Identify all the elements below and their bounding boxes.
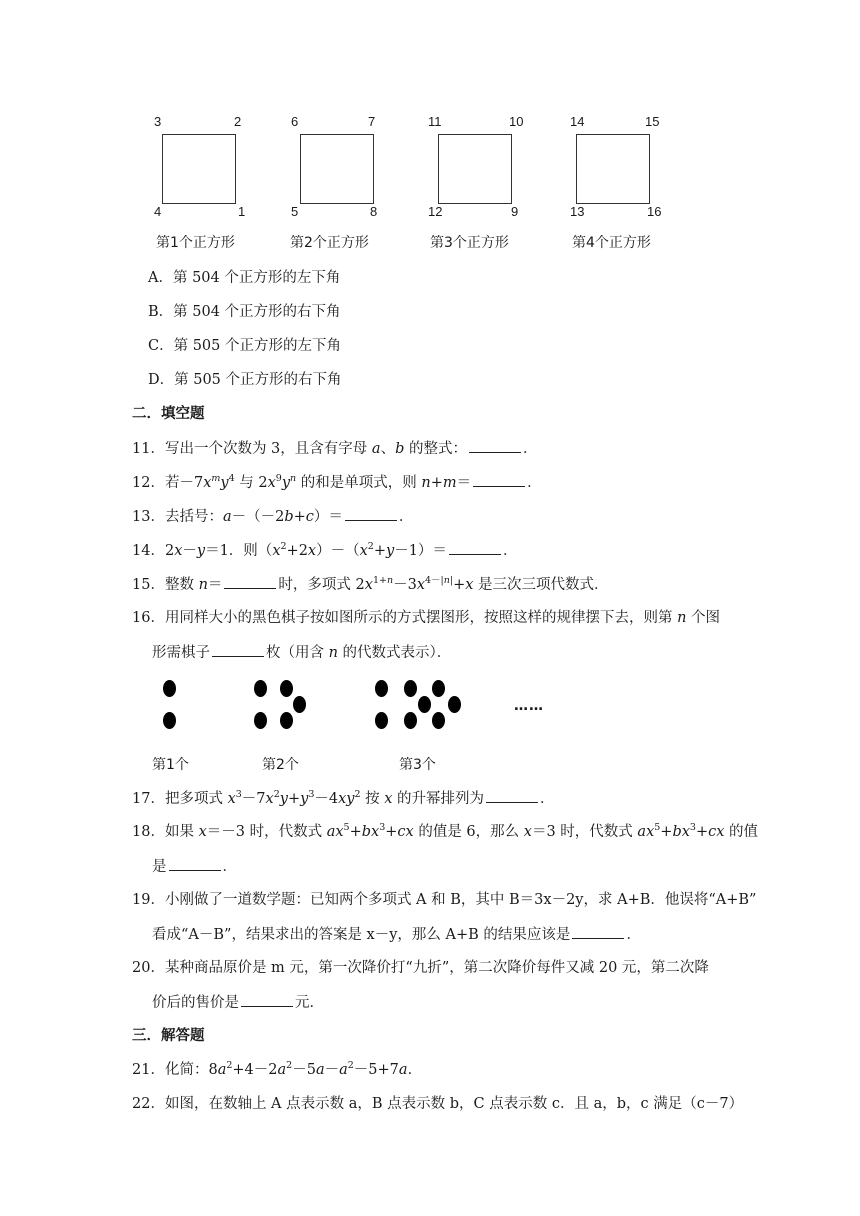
square-4-corner-bl: 13 xyxy=(570,204,585,219)
answer-blank xyxy=(473,472,525,487)
piece-dot xyxy=(293,696,306,713)
section-solve-heading: 三．解答题 xyxy=(132,1028,205,1044)
answer-blank xyxy=(486,788,538,803)
question-20-line-1: 20．某种商品原价是 m 元，第一次降价打“九折”，第二次降价每件又减 20 元，第二次降 xyxy=(132,960,709,976)
dots-caption-3: 第3个 xyxy=(399,757,436,773)
question-11: 11．写出一个次数为 3，且含有字母 a、b 的整式： ． xyxy=(132,438,537,459)
piece-dot xyxy=(280,680,293,697)
square-1-corner-tl: 3 xyxy=(154,114,162,129)
question-17: 17．把多项式 $x^3-7x^2y+y^3-4xy^2$ 按 x 的升幂排列为 ． xyxy=(132,789,555,807)
square-2 xyxy=(300,134,374,204)
answer-blank xyxy=(572,924,624,939)
piece-dot xyxy=(280,712,293,729)
dots-caption-1: 第1个 xyxy=(152,757,189,773)
square-2-corner-bl: 5 xyxy=(291,204,299,219)
piece-dot xyxy=(254,712,267,729)
square-3-corner-bl: 12 xyxy=(428,204,443,219)
question-15: 15．整数 n＝ 时，多项式 $2x^{1+n}-3x^{4-|n|}+x$ 是三次三项代数式． xyxy=(132,575,609,593)
ellipsis: …… xyxy=(514,698,544,714)
square-3-corner-tl: 11 xyxy=(428,114,442,129)
square-4-corner-tr: 15 xyxy=(645,114,660,129)
piece-dot xyxy=(375,680,388,697)
square-2-caption: 第2个正方形 xyxy=(290,235,369,251)
square-3-corner-br: 9 xyxy=(511,204,519,219)
square-2-corner-tl: 6 xyxy=(291,114,299,129)
answer-blank xyxy=(224,574,276,589)
piece-dot xyxy=(418,696,431,713)
answer-blank xyxy=(212,642,264,657)
piece-dot xyxy=(448,696,461,713)
option-d: D．第 505 个正方形的右下角 xyxy=(148,372,342,388)
option-a: A．第 504 个正方形的左下角 xyxy=(148,270,341,286)
question-19-line-1: 19．小刚做了一道数学题：已知两个多项式 A 和 B，其中 B＝3x－2y，求 A+B．他误将“A+B” xyxy=(132,892,757,908)
squares-figure xyxy=(148,112,688,252)
dots-caption-2: 第2个 xyxy=(262,757,299,773)
square-1-corner-tr: 2 xyxy=(234,114,242,129)
answer-blank xyxy=(449,540,501,555)
square-2-corner-tr: 7 xyxy=(368,114,376,129)
question-18-line-2: 是 ． xyxy=(152,856,237,877)
square-1 xyxy=(162,134,236,204)
piece-dot xyxy=(404,680,417,697)
question-12: 12．若$-7x^my^4$ 与 $2x^9y^n$ 的和是单项式，则 n+m＝ ． xyxy=(132,473,542,491)
square-1-caption: 第1个正方形 xyxy=(156,235,235,251)
square-3-caption: 第3个正方形 xyxy=(430,235,509,251)
option-c: C．第 505 个正方形的左下角 xyxy=(148,338,341,354)
question-21: 21．化简：$8a^2+4-2a^2-5a-a^2-5+7a$． xyxy=(132,1060,423,1078)
question-13: 13．去括号：a－（－2b+c）＝ ． xyxy=(132,506,413,527)
piece-dot xyxy=(404,712,417,729)
piece-dot xyxy=(432,680,445,697)
option-b: B．第 504 个正方形的右下角 xyxy=(148,304,341,320)
question-19-line-2: 看成“A－B”，结果求出的答案是 x－y，那么 A+B 的结果应该是 ． xyxy=(152,924,641,945)
piece-dot xyxy=(254,680,267,697)
square-4-corner-tl: 14 xyxy=(570,114,585,129)
section-fill-in-heading: 二．填空题 xyxy=(132,406,205,422)
square-4 xyxy=(576,134,650,204)
square-3-corner-tr: 10 xyxy=(509,114,524,129)
square-4-corner-br: 16 xyxy=(647,204,662,219)
question-18-line-1: 18．如果 x＝－3 时，代数式 $ax^5+bx^3+cx$ 的值是 6，那么 x＝3 时，代数式 $ax^5+bx^3+cx$ 的值 xyxy=(132,822,759,840)
answer-blank xyxy=(241,992,293,1007)
question-14: 14．2x－y＝1．则$(x^2+2x)-(x^2+y-1)=$ ． xyxy=(132,541,518,559)
question-16-line-2: 形需棋子 枚（用含 n 的代数式表示）． xyxy=(152,642,451,663)
piece-dot xyxy=(375,712,388,729)
answer-blank xyxy=(169,856,221,871)
answer-blank xyxy=(469,438,521,453)
square-2-corner-br: 8 xyxy=(370,204,378,219)
question-16-line-1: 16．用同样大小的黑色棋子按如图所示的方式摆图形，按照这样的规律摆下去，则第 n 个图 xyxy=(132,610,721,626)
square-4-caption: 第4个正方形 xyxy=(572,235,651,251)
question-20-line-2: 价后的售价是 元． xyxy=(152,992,324,1013)
piece-dot xyxy=(432,712,445,729)
chess-pieces-figure xyxy=(146,668,556,778)
piece-dot xyxy=(163,680,176,697)
question-22-line-1: 22．如图，在数轴上 A 点表示数 a，B 点表示数 b，C 点表示数 c．且 a，b，c 满足（c－7） xyxy=(132,1096,744,1112)
square-1-corner-bl: 4 xyxy=(154,204,162,219)
square-1-corner-br: 1 xyxy=(238,204,246,219)
piece-dot xyxy=(163,712,176,729)
answer-blank xyxy=(345,506,397,521)
square-3 xyxy=(438,134,512,204)
